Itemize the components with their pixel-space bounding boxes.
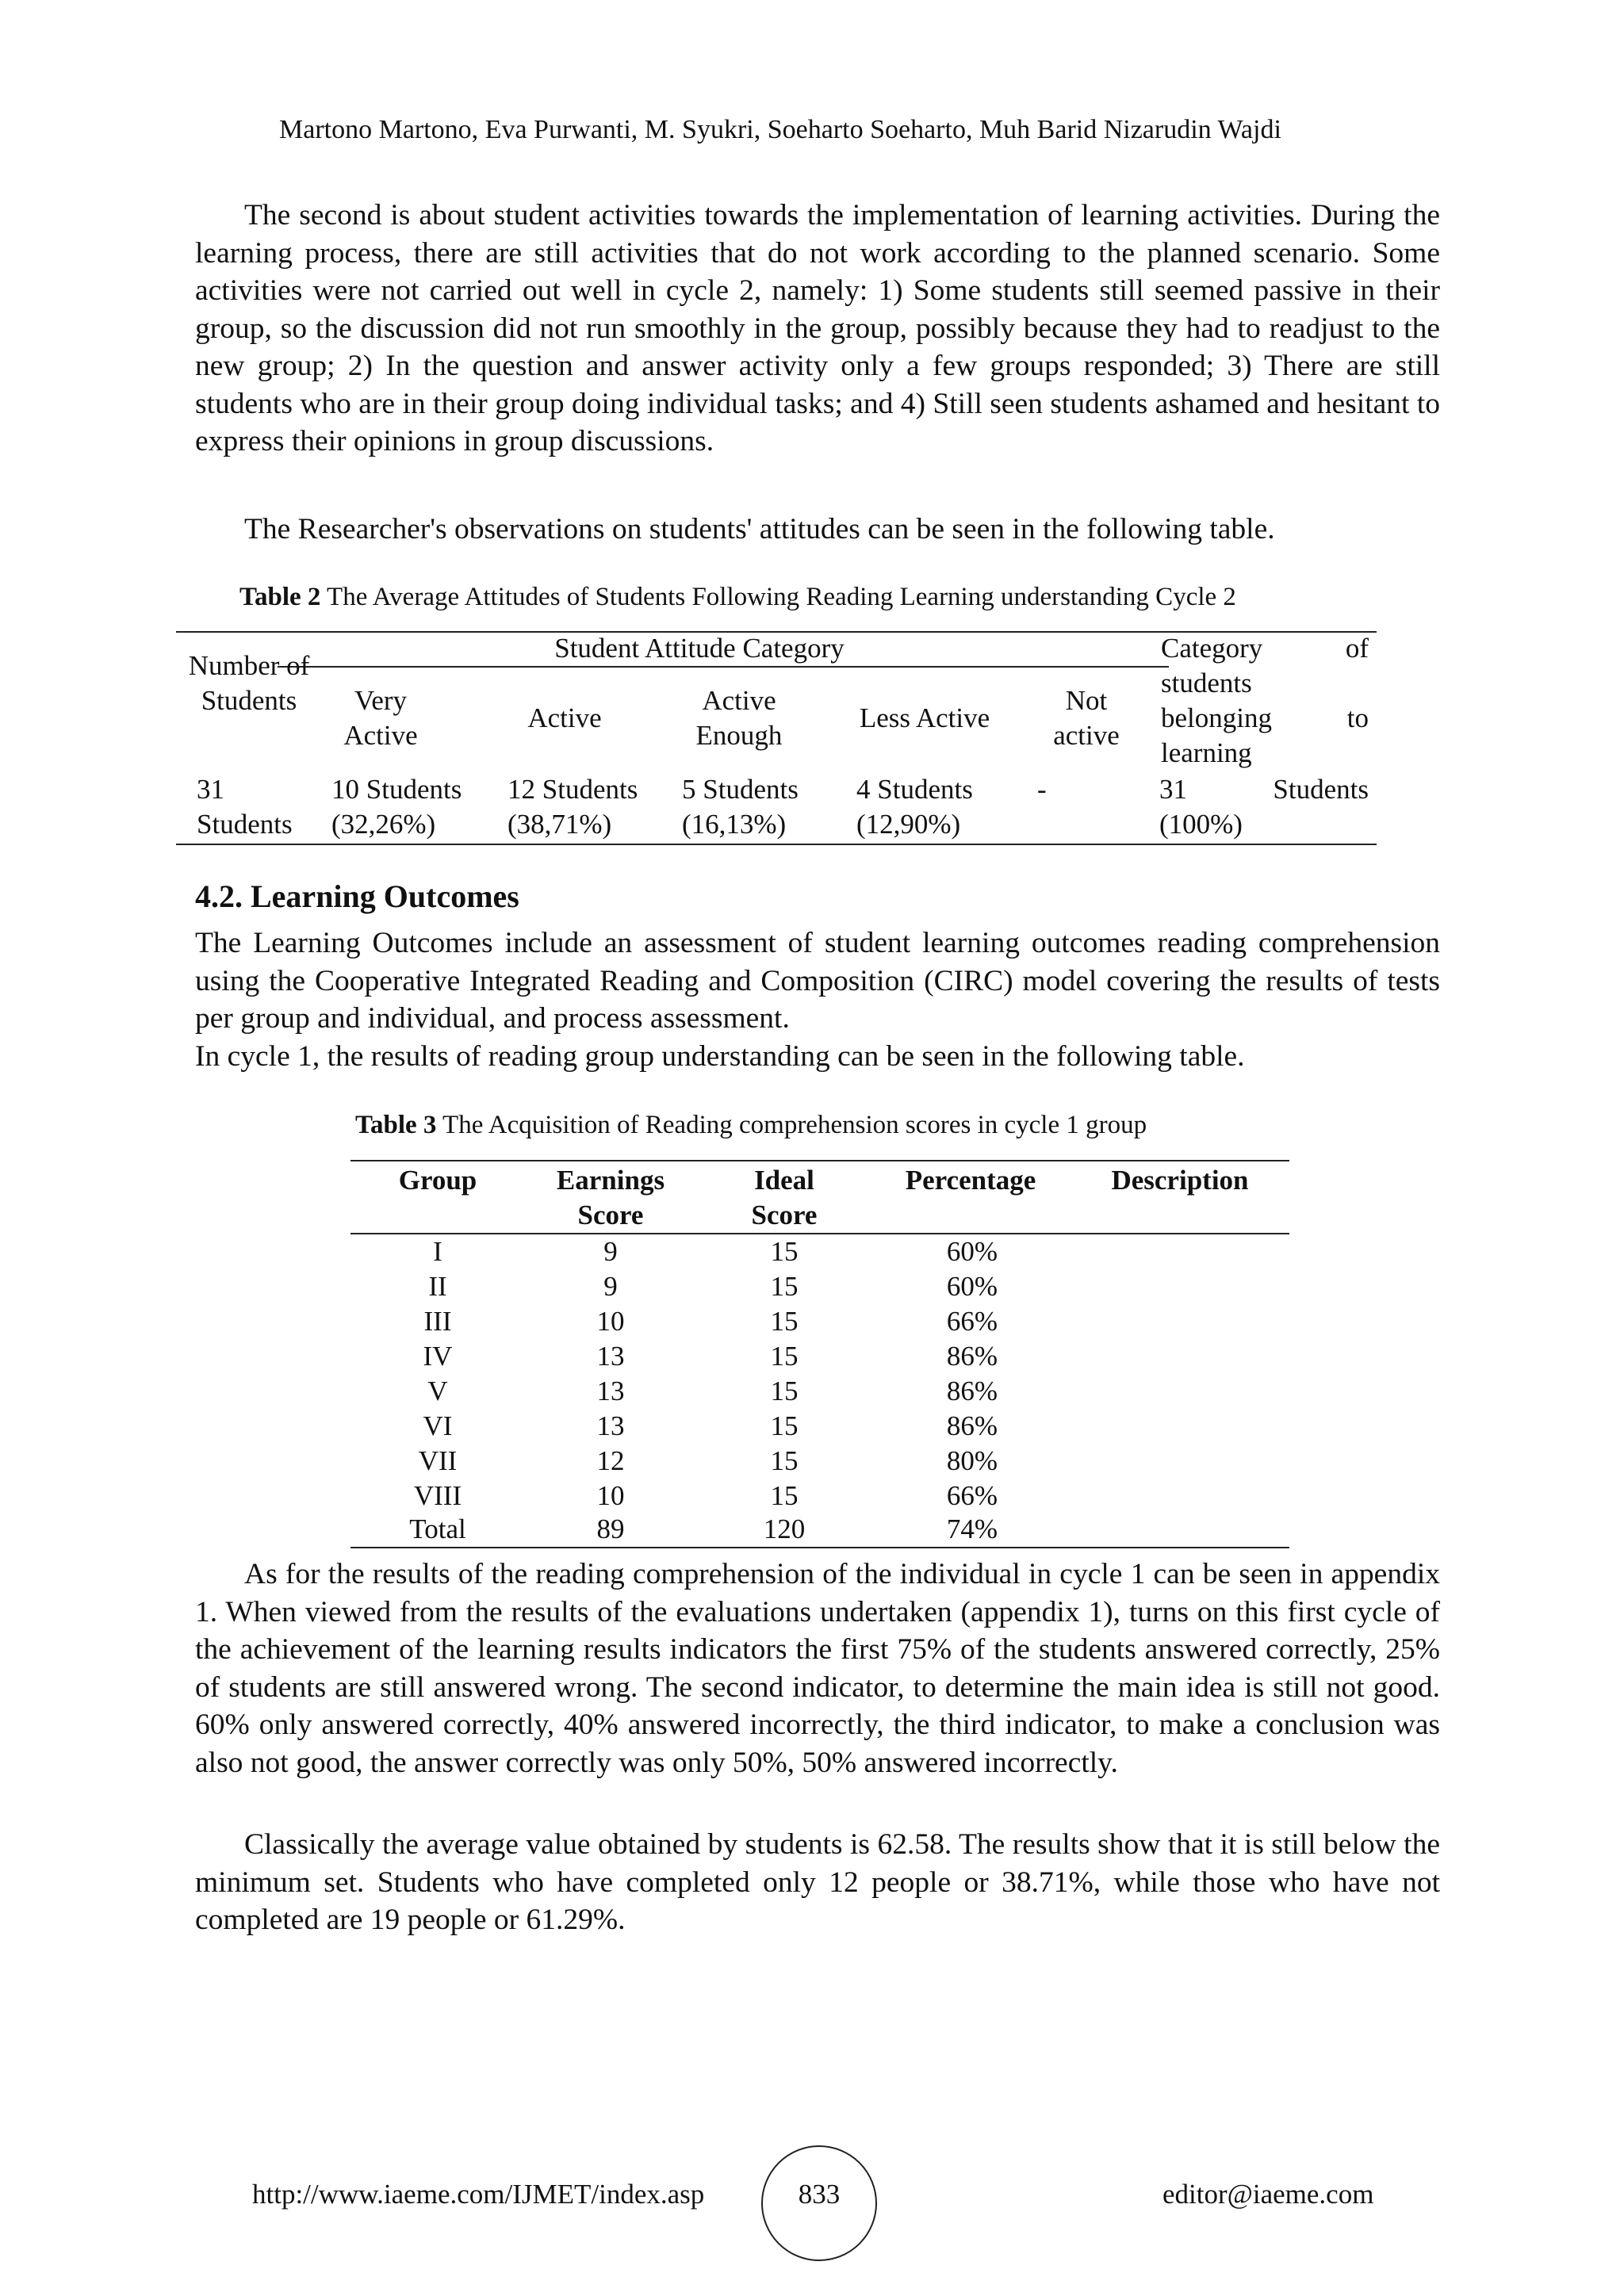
- table2-cell-very-active-count: 10 Students: [331, 774, 462, 805]
- table3-header-earnings-1: Earnings: [556, 1165, 665, 1196]
- table3-cell-earnings: 13: [596, 1410, 625, 1441]
- table2-cell-active-enough-count: 5 Students: [682, 774, 799, 805]
- table-row: [350, 1234, 1289, 1269]
- table-row: [350, 1339, 1289, 1374]
- table2-header-active: Active: [527, 702, 602, 733]
- paragraph-cycle1-intro: In cycle 1, the results of reading group understanding can be seen in the following table.: [195, 1040, 1245, 1073]
- table2-cell-active-count: 12 Students: [508, 774, 638, 805]
- table3-cell-percentage: 66%: [946, 1306, 998, 1337]
- table2-group-rule: [278, 666, 1169, 668]
- table3-header-ideal-2: Score: [751, 1200, 818, 1230]
- table3-cell-ideal: 15: [770, 1236, 799, 1267]
- table3-header-earnings-2: Score: [577, 1200, 644, 1230]
- table2-cell-less-active-percent: (12,90%): [856, 809, 961, 840]
- table2-header-attitude-category: Student Attitude Category: [554, 633, 845, 664]
- table3-cell-earnings: 9: [603, 1271, 618, 1302]
- table3-cell-group: VII: [418, 1445, 458, 1476]
- table2-header-less-active: Less Active: [859, 702, 990, 733]
- table3-header-percentage: Percentage: [905, 1165, 1036, 1196]
- table-row: [350, 1479, 1289, 1513]
- table3-cell-group: Total: [409, 1513, 466, 1544]
- table2-caption-text: The Average Attitudes of Students Following Reading Learning understanding Cycle 2: [320, 583, 1236, 611]
- table2-cell-category-count: 31: [1159, 774, 1187, 805]
- table2-header-number-of-students: Number of Students: [188, 650, 310, 716]
- table2-cell-category-percent: (100%): [1159, 809, 1243, 840]
- table3-cell-group: III: [423, 1306, 452, 1337]
- table2-cell-not-active: -: [1037, 774, 1047, 805]
- table3-caption-label: Table 3: [355, 1111, 437, 1139]
- table3-cell-percentage: 80%: [946, 1445, 998, 1476]
- paragraph-classical-average: Classically the average value obtained by students is 62.58. The results show that it is still below the minimum set. Students who have completed only 12 people or 38.71%, while those who have not completed are 19 people or 61.29%.: [195, 1828, 1440, 1936]
- page-number: 833: [798, 2179, 841, 2210]
- table3-cell-ideal: 15: [770, 1271, 799, 1302]
- section-title-learning-outcomes: 4.2. Learning Outcomes: [195, 878, 519, 914]
- table3-cell-group: I: [433, 1236, 442, 1267]
- table2-cell-less-active-count: 4 Students: [856, 774, 973, 805]
- table3-cell-ideal: 120: [763, 1513, 806, 1544]
- table2-caption: [239, 580, 1236, 614]
- table3-cell-earnings: 10: [596, 1480, 625, 1511]
- table2-bottom-rule: [176, 844, 1377, 845]
- table3-cell-ideal: 15: [770, 1376, 799, 1406]
- table-row: [350, 1269, 1289, 1304]
- table-row: [350, 1409, 1289, 1444]
- table2-header-very-active: Very Active: [343, 685, 418, 751]
- footer-journal-link[interactable]: http://www.iaeme.com/IJMET/index.asp: [252, 2179, 705, 2210]
- footer-editor-email[interactable]: editor@iaeme.com: [1162, 2179, 1374, 2210]
- table3-cell-earnings: 13: [596, 1341, 625, 1372]
- table3-cell-group: V: [427, 1376, 448, 1406]
- table2-cell-category-unit: Students: [1273, 774, 1369, 805]
- table3-cell-percentage: 60%: [946, 1236, 998, 1267]
- table-row-total: [350, 1512, 1289, 1547]
- table3-cell-percentage: 66%: [946, 1480, 998, 1511]
- table3-cell-ideal: 15: [770, 1480, 799, 1511]
- table3-cell-ideal: 15: [770, 1410, 799, 1441]
- table2-cell-number-b: Students: [197, 809, 293, 840]
- table3-cell-earnings: 10: [596, 1306, 625, 1337]
- table3-header-ideal-1: Ideal: [754, 1165, 814, 1196]
- table3-bottom-rule: [350, 1547, 1289, 1548]
- table2-header-not-active: Not active: [1053, 685, 1120, 751]
- table3-header-description: Description: [1111, 1165, 1249, 1196]
- table2-header-active-enough: Active Enough: [695, 685, 783, 751]
- table3-cell-earnings: 13: [596, 1376, 625, 1406]
- table3-cell-ideal: 15: [770, 1341, 799, 1372]
- table3-cell-group: VI: [423, 1410, 453, 1441]
- table3-top-rule: [350, 1160, 1289, 1161]
- table3-caption-text: The Acquisition of Reading comprehension scores in cycle 1 group: [436, 1111, 1147, 1139]
- table3-cell-percentage: 74%: [946, 1513, 998, 1544]
- table3-cell-earnings: 9: [603, 1236, 618, 1267]
- paragraph-student-activities: The second is about student activities towards the implementation of learning activities. During the learning process, there are still activities that do not work according to the planned scenario. Some activities were not carried out well in cycle 2, namely: 1) Some students still seemed passive in their group, so the discussion did not run smoothly in the group, possibly because they had to readjust to the new group; 2) In the question and answer activity only a few groups responded; 3) There are still students who are in their group doing individual tasks; and 4) Still seen students ashamed and hesitant to express their opinions in group discussions.: [195, 199, 1440, 457]
- table3-cell-group: II: [428, 1271, 447, 1302]
- table3-cell-ideal: 15: [770, 1306, 799, 1337]
- paragraph-observations-intro: The Researcher's observations on students' attitudes can be seen in the following table.: [244, 513, 1275, 545]
- table3-cell-percentage: 86%: [946, 1341, 998, 1372]
- table2-header-category: Category of students belonging to learning: [1161, 633, 1369, 768]
- running-header-authors: Martono Martono, Eva Purwanti, M. Syukri, Soeharto Soeharto, Muh Barid Nizarudin Wajdi: [279, 115, 1281, 144]
- table-row: [350, 1304, 1289, 1339]
- table3-cell-percentage: 86%: [946, 1376, 998, 1406]
- table3-cell-earnings: 89: [596, 1513, 625, 1544]
- table2-cell-very-active-percent: (32,26%): [331, 809, 436, 840]
- table3-cell-percentage: 60%: [946, 1271, 998, 1302]
- table2-cell-active-enough-percent: (16,13%): [682, 809, 787, 840]
- table3-cell-ideal: 15: [770, 1445, 799, 1476]
- table2-caption-label: Table 2: [239, 583, 321, 611]
- paragraph-learning-outcomes: The Learning Outcomes include an assessment of student learning outcomes reading comprehension using the Cooperative Integrated Reading and Composition (CIRC) model covering the results of tests per group and individual, and process assessment.: [195, 927, 1440, 1035]
- table3-cell-group: IV: [423, 1341, 453, 1372]
- table3-caption: [355, 1108, 1147, 1142]
- paragraph-individual-results: As for the results of the reading comprehension of the individual in cycle 1 can be seen in appendix 1. When viewed from the results of the evaluations undertaken (appendix 1), turns on this first cycle of the achievement of the learning results indicators the first 75% of the students answered correctly, 25% of students are still answered wrong. The second indicator, to determine the main idea is still not good. 60% only answered correctly, 40% answered incorrectly, the third indicator, to make a conclusion was also not good, the answer correctly was only 50%, 50% answered incorrectly.: [195, 1558, 1440, 1779]
- table2-cell-active-percent: (38,71%): [508, 809, 612, 840]
- table3-header-group: Group: [398, 1165, 477, 1196]
- table2-attitudes: [176, 631, 1377, 845]
- table-row: [350, 1444, 1289, 1479]
- table3-cell-group: VIII: [413, 1480, 462, 1511]
- table3-cell-percentage: 86%: [946, 1410, 998, 1441]
- table2-cell-number-a: 31: [197, 774, 224, 805]
- table3-cell-earnings: 12: [596, 1445, 625, 1476]
- table-row: [350, 1374, 1289, 1409]
